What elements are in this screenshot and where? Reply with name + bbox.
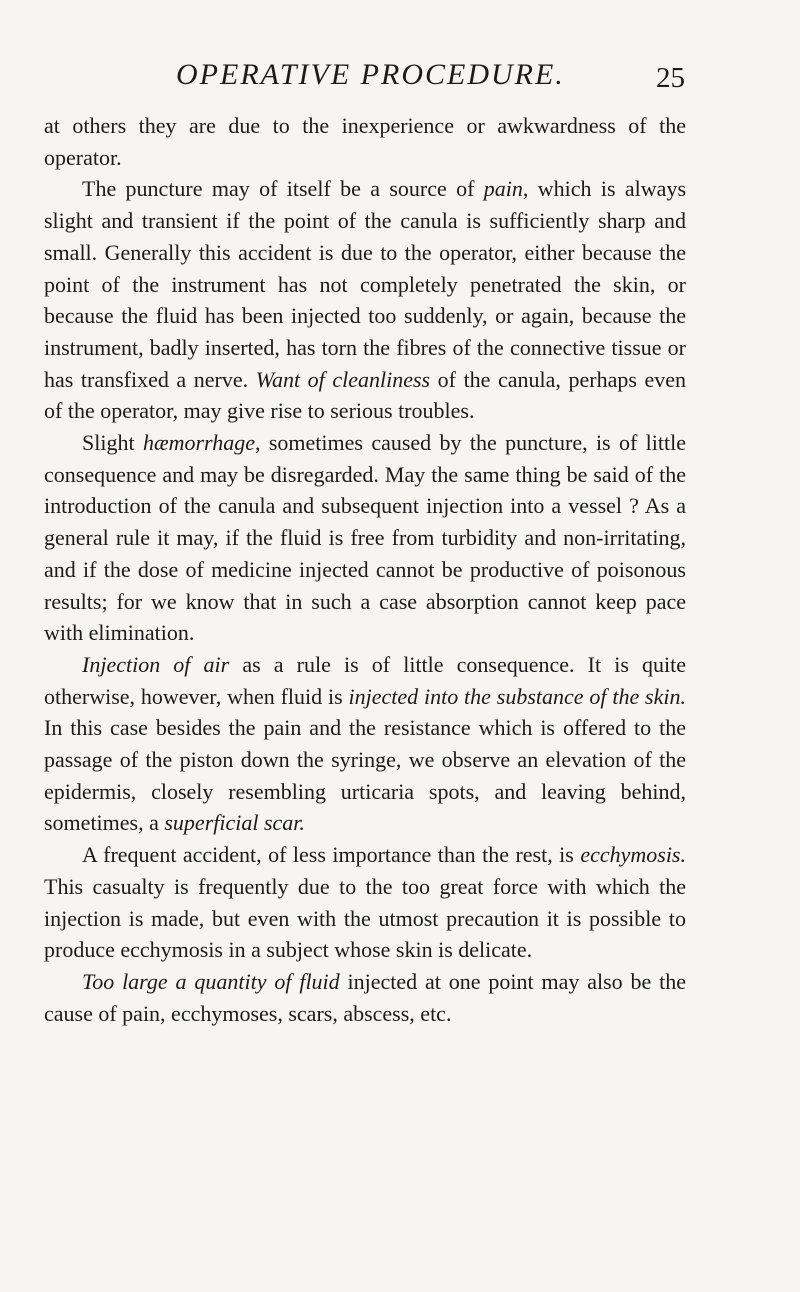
text-segment: , sometimes caused by the puncture, is of little consequence and may be disregarded. May the same thing be said of the introduction of the canula and subsequent injection into a vessel ? As a general rule it may, if the fluid is free from turbidity and non-irritating, and if the dose of medicine injected cannot be productive of poisonous results; for we know that in such a case absorption cannot keep pace with elimination. bbox=[44, 430, 686, 646]
text-segment: This casualty is frequently due to the too great force with which the injection is made, but even with the utmost precaution it is possible to produce ecchymosis in a subject whose skin is delicate. bbox=[44, 873, 686, 963]
italic-term-injection-of-air: Injection of air bbox=[82, 651, 230, 677]
text-segment: , which is always slight and transient if the point of the canula is sufficiently sharp and small. Generally this accident is due to the operator, either because the point of the instrument has not completely penetrated the skin, or because the fluid has been injected too suddenly, or again, because the instrument, badly inserted, has torn the fibres of the connective tissue or has transfixed a nerve. bbox=[44, 176, 687, 392]
text-segment: Slight bbox=[82, 430, 143, 456]
italic-term-haemorrhage: hæmorrhage bbox=[142, 430, 255, 456]
paragraph-1 bbox=[44, 110, 686, 173]
text-segment: as a rule is of little consequence. It is quite otherwise, however, when fluid is bbox=[44, 651, 686, 709]
text-segment: In this case besides the pain and the resistance which is offered to the passage of the piston down the syringe, we observe an elevation of the epidermis, closely resembling urticaria spots, and leaving behind, sometimes, a bbox=[44, 715, 686, 836]
italic-term-superficial-scar: superficial scar. bbox=[164, 810, 305, 836]
italic-term-want-of-cleanliness: Want of cleanliness bbox=[255, 366, 431, 392]
paragraph-6 bbox=[44, 966, 686, 1029]
page-header bbox=[0, 58, 800, 98]
text-segment: A frequent accident, of less importance than the rest, is bbox=[82, 842, 581, 868]
body-text bbox=[44, 110, 686, 1029]
italic-term-pain: pain bbox=[483, 176, 523, 202]
running-head: OPERATIVE PROCEDURE. bbox=[176, 58, 565, 91]
italic-term-too-large-quantity: Too large a quantity of fluid bbox=[82, 968, 340, 994]
page-number: 25 bbox=[656, 62, 685, 94]
paragraph-4 bbox=[44, 649, 686, 839]
text-segment: of the canula, perhaps even of the operator, may give rise to serious troubles. bbox=[44, 366, 686, 424]
paragraph-5 bbox=[44, 839, 686, 966]
text-segment: The puncture may of itself be a source of bbox=[82, 176, 484, 202]
paragraph-3 bbox=[44, 427, 686, 649]
italic-term-injected-into-skin: injected into the substance of the skin. bbox=[348, 683, 686, 709]
italic-term-ecchymosis: ecchymosis. bbox=[580, 842, 686, 868]
paragraph-2 bbox=[44, 173, 686, 427]
text-segment: injected at one point may also be the cause of pain, ecchymoses, scars, abscess, etc. bbox=[44, 968, 686, 1026]
text-segment: at others they are due to the inexperience or awkwardness of the operator. bbox=[44, 113, 686, 170]
